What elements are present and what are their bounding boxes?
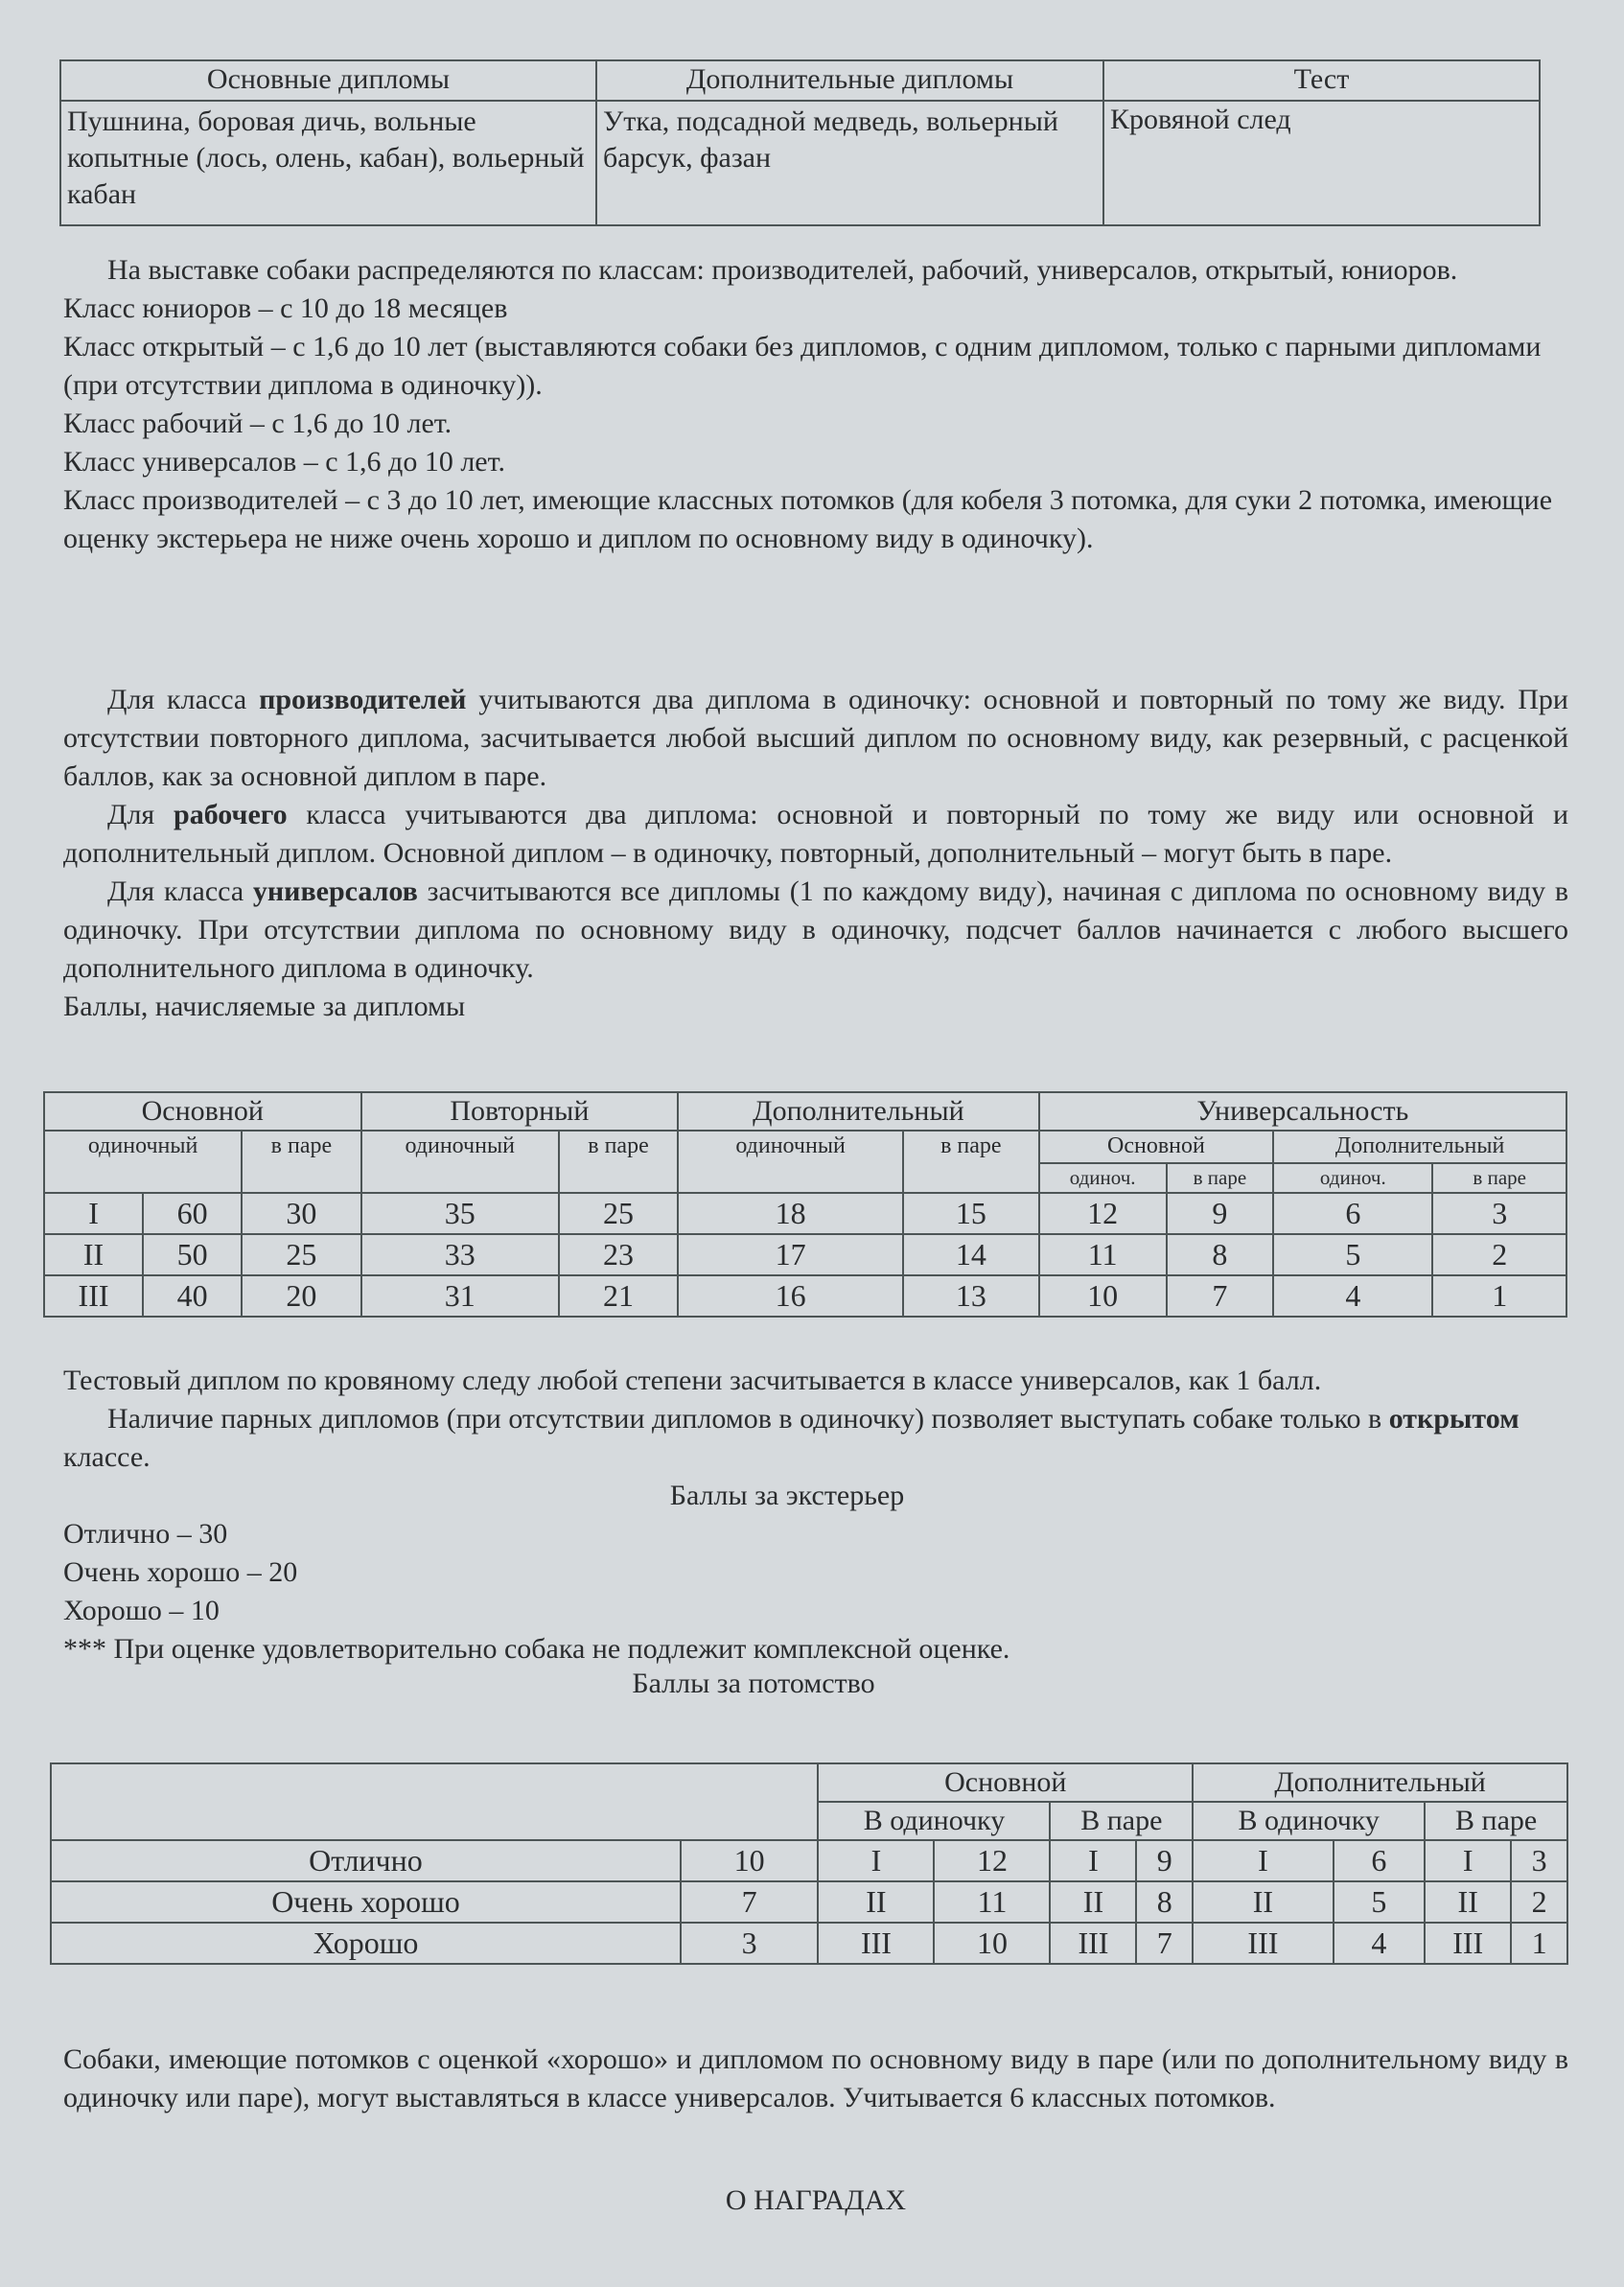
next-section-heading: О НАГРАДАХ — [725, 2184, 907, 2216]
exterior-title: Баллы за экстерьер — [669, 1480, 905, 1511]
offspring-points-table — [50, 1762, 1568, 1965]
table-cell: I — [818, 1840, 934, 1881]
table-cell: 60 — [143, 1193, 242, 1234]
univ-group: Основной — [1039, 1131, 1274, 1163]
classes-intro: На выставке собаки распределяются по классам: производителей, рабочий, универсалов, открытый, юниоров. — [107, 254, 1458, 286]
table-row — [44, 1193, 1566, 1234]
class-line: Класс рабочий – с 1,6 до 10 лет. — [63, 408, 452, 439]
header-main-diplomas: Основные дипломы — [60, 60, 596, 101]
group-header: Универсальность — [1039, 1092, 1566, 1131]
table-cell: Очень хорошо — [51, 1881, 681, 1923]
rule-producers: Для класса производителей учитываются два диплома в одиночку: основной и повторный по тому же виду. При отсутствии повторного диплома, засчитывается любой высший диплом по основному виду, как резервный, с расценкой баллов, как за основной диплом в паре. — [63, 684, 1568, 792]
table-cell: 14 — [903, 1234, 1039, 1275]
offspring-caption: Баллы за потомство — [632, 1668, 875, 1699]
class-line: Класс открытый – с 1,6 до 10 лет (выставляются собаки без дипломов, с одним дипломом, только с парными дипломами (при отсутствии диплома в одиночку)). — [63, 331, 1542, 401]
sub-header: в паре — [903, 1131, 1039, 1193]
table-row — [44, 1275, 1566, 1317]
table-row — [44, 1234, 1566, 1275]
table-cell: 10 — [1039, 1275, 1167, 1317]
group-header: Дополнительный — [1193, 1763, 1567, 1802]
table-cell: 4 — [1334, 1923, 1426, 1964]
table-cell: 3 — [681, 1923, 819, 1964]
table-cell: 2 — [1511, 1881, 1567, 1923]
table-cell: 30 — [242, 1193, 360, 1234]
table-row — [51, 1881, 1567, 1923]
table-cell: 21 — [559, 1275, 678, 1317]
sub-header: в паре — [242, 1131, 360, 1193]
table-cell: 13 — [903, 1275, 1039, 1317]
table-cell: II — [818, 1881, 934, 1923]
diploma-points-table — [43, 1091, 1567, 1318]
table-cell: 10 — [681, 1840, 819, 1881]
table-cell: 5 — [1273, 1234, 1432, 1275]
exterior-item: Отлично – 30 — [63, 1518, 228, 1550]
table-cell: 20 — [242, 1275, 360, 1317]
table-cell: 3 — [1511, 1840, 1567, 1881]
univ-sub: одиноч. — [1273, 1163, 1432, 1193]
notes-section — [63, 1362, 1568, 1699]
rules-section — [63, 681, 1568, 1026]
sub-header: В одиночку — [818, 1802, 1050, 1840]
exterior-item: Очень хорошо – 20 — [63, 1556, 298, 1588]
final-paragraph: Собаки, имеющие потомков с оценкой «хорошо» и дипломом по основному виду в паре (или по дополнительному виду в одиночку или паре), могут выставляться в классе универсалов. Учитывается 6 классных потомков. — [63, 2043, 1568, 2113]
table-cell: 9 — [1136, 1840, 1193, 1881]
table-cell: 33 — [361, 1234, 559, 1275]
exterior-note: *** При оценке удовлетворительно собака не подлежит комплексной оценке. — [63, 1633, 1010, 1665]
class-line: Класс юниоров – с 10 до 18 месяцев — [63, 292, 508, 324]
header-extra-diplomas: Дополнительные дипломы — [596, 60, 1103, 101]
table-cell: 6 — [1273, 1193, 1432, 1234]
exterior-item: Хорошо – 10 — [63, 1595, 220, 1626]
univ-sub: одиноч. — [1039, 1163, 1167, 1193]
group-header: Основной — [44, 1092, 361, 1131]
univ-group: Дополнительный — [1273, 1131, 1566, 1163]
table-cell: 15 — [903, 1193, 1039, 1234]
table-cell: Хорошо — [51, 1923, 681, 1964]
table-cell: 7 — [681, 1881, 819, 1923]
table-cell: 8 — [1167, 1234, 1274, 1275]
table-cell: 31 — [361, 1275, 559, 1317]
class-line: Класс производителей – с 3 до 10 лет, имеющие классных потомков (для кобеля 3 потомка, для суки 2 потомка, имеющие оценку экстерьера не ниже очень хорошо и диплом по основному виду в одиночку). — [63, 484, 1553, 554]
table-cell: 23 — [559, 1234, 678, 1275]
table-cell: 1 — [1432, 1275, 1566, 1317]
table-cell: 7 — [1167, 1275, 1274, 1317]
table-cell: 10 — [934, 1923, 1050, 1964]
table-cell: III — [818, 1923, 934, 1964]
table-cell: 4 — [1273, 1275, 1432, 1317]
univ-sub: в паре — [1432, 1163, 1566, 1193]
sub-header: В паре — [1425, 1802, 1567, 1840]
group-header: Повторный — [361, 1092, 679, 1131]
table-cell: 5 — [1334, 1881, 1426, 1923]
table-cell: 6 — [1334, 1840, 1426, 1881]
table-cell: 35 — [361, 1193, 559, 1234]
table-cell: 11 — [1039, 1234, 1167, 1275]
table-cell: III — [1193, 1923, 1333, 1964]
class-line: Класс универсалов – с 1,6 до 10 лет. — [63, 446, 505, 478]
table-cell: 12 — [1039, 1193, 1167, 1234]
table-cell: I — [1193, 1840, 1333, 1881]
pair-note: Наличие парных дипломов (при отсутствии дипломов в одиночку) позволяет выступать собаке только в открытом классе. — [63, 1403, 1520, 1473]
table-cell: 9 — [1167, 1193, 1274, 1234]
univ-sub: в паре — [1167, 1163, 1274, 1193]
sub-header: в паре — [559, 1131, 678, 1193]
table-row — [51, 1840, 1567, 1881]
rule-universal: Для класса универсалов засчитываются все дипломы (1 по каждому виду), начиная с диплома по основному виду в одиночку. При отсутствии диплома по основному виду в одиночку, подсчет баллов начинается с любого высшего дополнительного диплома в одиночку. — [63, 875, 1568, 984]
table-cell: 40 — [143, 1275, 242, 1317]
table-cell: 2 — [1432, 1234, 1566, 1275]
table-row — [51, 1923, 1567, 1964]
table-cell: I — [1425, 1840, 1511, 1881]
table-cell: III — [1050, 1923, 1136, 1964]
table-cell: 16 — [678, 1275, 903, 1317]
table-cell: 18 — [678, 1193, 903, 1234]
group-header: Дополнительный — [678, 1092, 1038, 1131]
table-cell: II — [1050, 1881, 1136, 1923]
header-test: Тест — [1103, 60, 1540, 101]
rule-working: Для рабочего класса учитываются два диплома: основной и повторный по тому же виду или основной и дополнительный диплом. Основной диплом – в одиночку, повторный, дополнительный – могут быть в паре. — [63, 799, 1568, 869]
diploma-points-caption: Баллы, начисляемые за дипломы — [63, 991, 466, 1022]
table-cell: 7 — [1136, 1923, 1193, 1964]
table-cell: 12 — [934, 1840, 1050, 1881]
sub-header: одиночный — [678, 1131, 903, 1193]
cell-extra-diplomas: Утка, подсадной медведь, вольерный барсук, фазан — [596, 101, 1103, 225]
table-cell: 25 — [242, 1234, 360, 1275]
cell-main-diplomas: Пушнина, боровая дичь, вольные копытные (лось, олень, кабан), вольерный кабан — [60, 101, 596, 225]
table-cell: II — [1425, 1881, 1511, 1923]
table-cell: 50 — [143, 1234, 242, 1275]
table-cell: 8 — [1136, 1881, 1193, 1923]
blood-trail-note: Тестовый диплом по кровяному следу любой степени засчитывается в классе универсалов, как 1 балл. — [63, 1365, 1322, 1396]
sub-header: одиночный — [44, 1131, 242, 1193]
cell-test: Кровяной след — [1103, 101, 1540, 225]
sub-header: В одиночку — [1193, 1802, 1425, 1840]
table-cell: I — [1050, 1840, 1136, 1881]
table-cell: Отлично — [51, 1840, 681, 1881]
classes-section — [63, 251, 1568, 558]
table-cell: 25 — [559, 1193, 678, 1234]
empty-corner — [51, 1763, 818, 1840]
table-cell: 11 — [934, 1881, 1050, 1923]
table-cell: 3 — [1432, 1193, 1566, 1234]
table-cell: 17 — [678, 1234, 903, 1275]
diploma-types-table — [59, 59, 1541, 226]
table-cell: II — [44, 1234, 143, 1275]
group-header: Основной — [818, 1763, 1193, 1802]
table-cell: III — [1425, 1923, 1511, 1964]
table-cell: III — [44, 1275, 143, 1317]
table-cell: II — [1193, 1881, 1333, 1923]
table-cell: I — [44, 1193, 143, 1234]
table-cell: 1 — [1511, 1923, 1567, 1964]
sub-header: одиночный — [361, 1131, 559, 1193]
sub-header: В паре — [1050, 1802, 1193, 1840]
